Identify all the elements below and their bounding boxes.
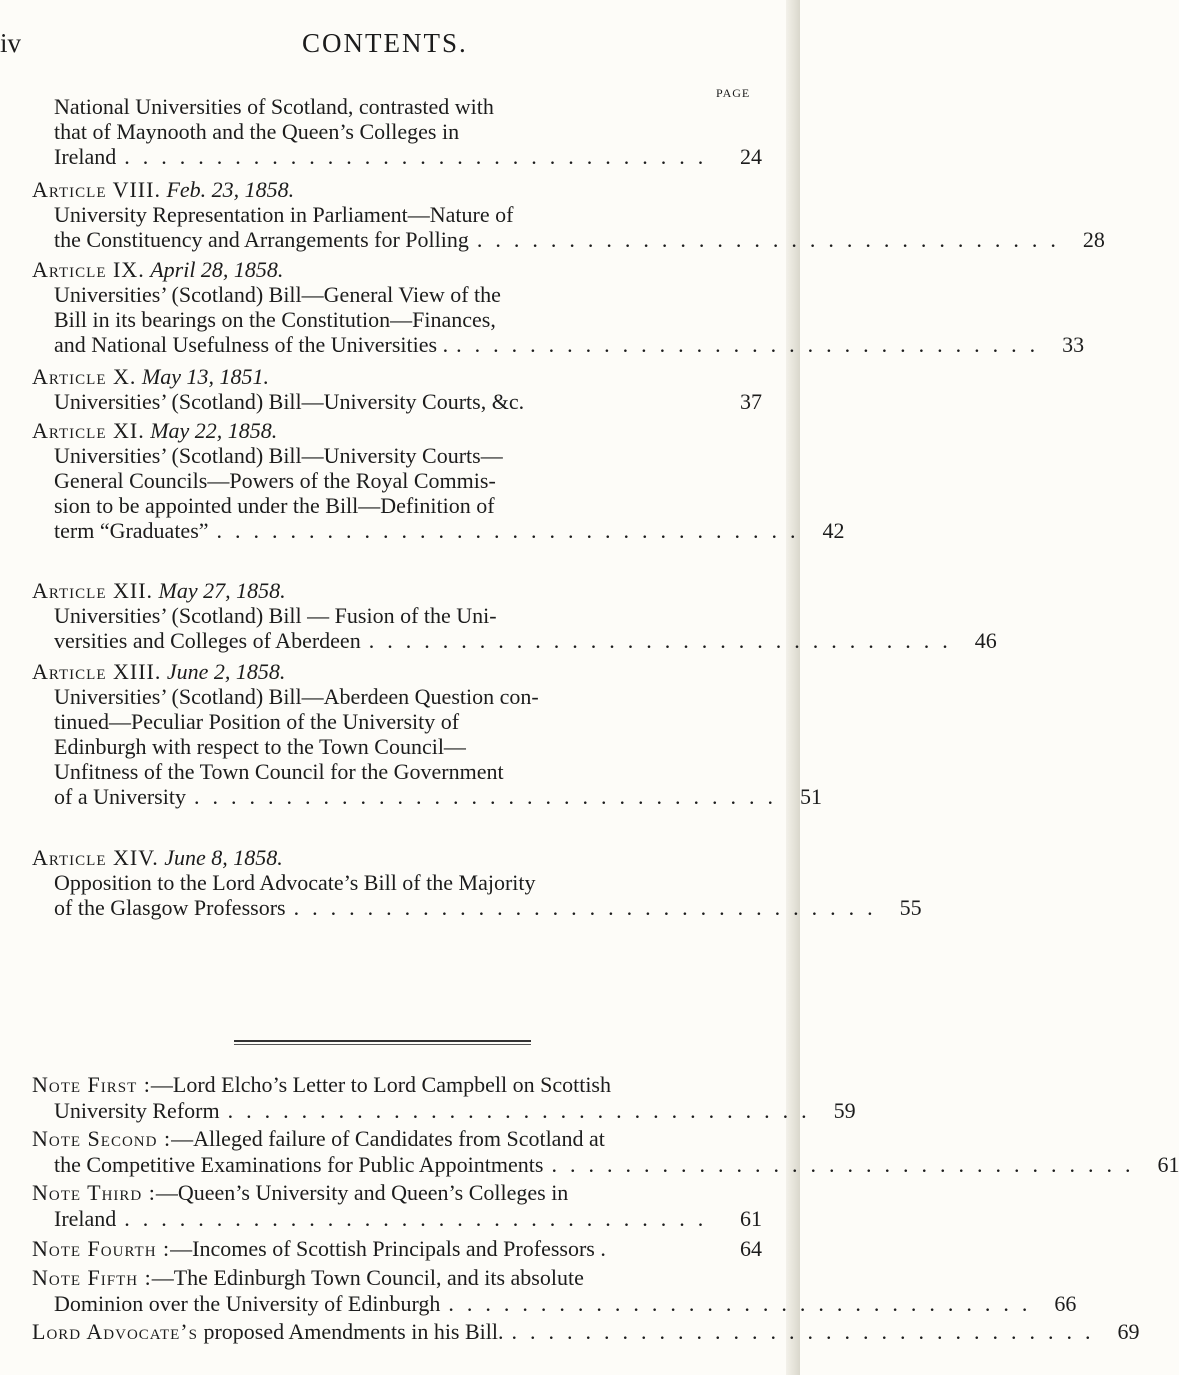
entry-page-number: 55 <box>899 895 922 920</box>
page-column-label: PAGE <box>716 86 751 100</box>
note-page-number: 69 <box>1117 1319 1140 1344</box>
article-date: April 28, 1858. <box>150 257 284 282</box>
entry-line: Ireland <box>54 144 117 169</box>
entry-line: sion to be appointed under the Bill—Definition of <box>54 493 495 518</box>
note-body <box>32 1152 1179 1178</box>
article-date: June 8, 1858. <box>164 845 283 870</box>
toc-note[interactable] <box>32 1180 762 1232</box>
note-label: Note Second : <box>32 1126 172 1151</box>
leader-dots: ................................ <box>476 227 1069 252</box>
section-divider <box>234 1040 531 1042</box>
entry-line: of the Glasgow Professors <box>54 895 286 920</box>
entry-heading <box>32 845 762 870</box>
entry-body <box>32 94 762 169</box>
entry-line: Universities’ (Scotland) Bill—University Courts— <box>54 443 503 468</box>
entry-page-number: 42 <box>822 518 845 543</box>
entry-page-number: 37 <box>740 389 762 414</box>
note-line: the Competitive Examinations for Public Appointments <box>54 1152 544 1177</box>
leader-dots: ................................ <box>227 1098 820 1123</box>
toc-entry[interactable] <box>32 177 1105 252</box>
article-label: Article VIII. <box>32 177 161 202</box>
entry-line: and National Usefulness of the Universities . <box>54 332 449 357</box>
note-label: Lord Advocate’s <box>32 1319 198 1344</box>
note-body <box>32 1098 856 1124</box>
entry-body <box>32 443 845 543</box>
toc-entry[interactable] <box>32 257 1085 357</box>
entry-heading <box>32 177 762 202</box>
toc-entry[interactable] <box>32 94 762 169</box>
note-line: —Lord Elcho’s Letter to Lord Campbell on Scottish <box>150 1072 611 1097</box>
note-page-number: 64 <box>740 1236 762 1261</box>
note-label: Note First : <box>32 1072 151 1097</box>
note-line: proposed Amendments in his Bill. <box>197 1319 504 1344</box>
toc-note[interactable] <box>32 1126 1179 1178</box>
leader-dots: ................................ <box>124 144 717 169</box>
leader-dots: ................................ <box>511 1319 1104 1344</box>
note-label: Note Fourth : <box>32 1236 171 1261</box>
entry-line: of a University <box>54 784 186 809</box>
running-header <box>0 28 800 68</box>
leader-dots: ................................ <box>193 784 786 809</box>
toc-entry[interactable] <box>32 578 997 653</box>
article-label: Article XIII. <box>32 659 162 684</box>
header-page-number: iv <box>0 28 22 58</box>
entry-line: Unfitness of the Town Council for the Government <box>54 759 504 784</box>
entry-body <box>32 282 1085 357</box>
entry-line: Bill in its bearings on the Constitution—Finances, <box>54 307 496 332</box>
entry-body <box>32 684 822 809</box>
leader-dots: ................................ <box>368 628 961 653</box>
entry-line: Edinburgh with respect to the Town Council— <box>54 734 466 759</box>
entry-line: that of Maynooth and the Queen’s Colleges in <box>54 119 460 144</box>
article-date: May 27, 1858. <box>158 578 286 603</box>
section-divider-thin <box>234 1044 531 1045</box>
leader-dots: ................................ <box>551 1152 1144 1177</box>
entry-body <box>32 870 922 920</box>
entry-line: Universities’ (Scotland) Bill—General View of the <box>54 282 501 307</box>
toc-note[interactable] <box>32 1236 762 1262</box>
entry-line: term “Graduates” <box>54 518 209 543</box>
leader-dots: ................................ <box>448 1291 1041 1316</box>
header-title: CONTENTS. <box>302 28 468 58</box>
article-label: Article IX. <box>32 257 145 282</box>
entry-line: tinued—Peculiar Position of the University of <box>54 709 460 734</box>
entry-heading <box>32 257 762 282</box>
article-label: Article XIV. <box>32 845 159 870</box>
entry-line: National Universities of Scotland, contrasted with <box>54 94 494 119</box>
note-page-number: 61 <box>1157 1152 1179 1177</box>
entry-line: Opposition to the Lord Advocate’s Bill of the Majority <box>54 870 536 895</box>
note-line: Ireland <box>54 1206 117 1231</box>
entry-heading <box>32 418 762 443</box>
note-line: —The Edinburgh Town Council, and its absolute <box>151 1265 584 1290</box>
entry-page-number: 33 <box>1062 332 1085 357</box>
entry-page-number: 46 <box>974 628 997 653</box>
note-label: Note Fifth : <box>32 1265 152 1290</box>
entry-line: University Representation in Parliament—Nature of <box>54 202 514 227</box>
article-date: May 13, 1851. <box>141 364 269 389</box>
entry-line: Universities’ (Scotland) Bill—University Courts, &c. <box>54 389 525 414</box>
entry-line: General Councils—Powers of the Royal Commis- <box>54 468 496 493</box>
entry-page-number: 28 <box>1082 227 1105 252</box>
leader-dots: ................................ <box>124 1206 717 1231</box>
entry-line: Universities’ (Scotland) Bill — Fusion of the Uni- <box>54 603 497 628</box>
toc-entry[interactable] <box>32 418 845 543</box>
note-line: —Incomes of Scottish Principals and Professors . <box>170 1236 606 1261</box>
note-line: —Alleged failure of Candidates from Scotland at <box>171 1126 605 1151</box>
leader-dots: ................................ <box>293 895 886 920</box>
entry-body <box>32 603 997 653</box>
note-line: —Queen’s University and Queen’s Colleges in <box>155 1180 569 1205</box>
entry-body <box>32 202 1105 252</box>
note-page-number: 61 <box>740 1206 762 1231</box>
toc-note[interactable] <box>32 1072 856 1124</box>
entry-page-number: 24 <box>740 144 762 169</box>
entry-heading <box>32 659 762 684</box>
article-label: Article XI. <box>32 418 145 443</box>
note-body <box>32 1206 762 1232</box>
note-line: University Reform <box>54 1098 220 1123</box>
article-label: Article X. <box>32 364 137 389</box>
entry-heading <box>32 578 762 603</box>
leader-dots: ................................ <box>456 332 1049 357</box>
toc-entry[interactable] <box>32 845 922 920</box>
entry-page-number: 51 <box>799 784 822 809</box>
note-page-number: 59 <box>833 1098 856 1123</box>
article-date: May 22, 1858. <box>150 418 278 443</box>
article-label: Article XII. <box>32 578 154 603</box>
note-page-number: 66 <box>1054 1291 1077 1316</box>
toc-entry[interactable] <box>32 659 822 809</box>
entry-line: versities and Colleges of Aberdeen <box>54 628 361 653</box>
note-label: Note Third : <box>32 1180 156 1205</box>
entry-line: the Constituency and Arrangements for Polling <box>54 227 469 252</box>
article-date: June 2, 1858. <box>166 659 286 684</box>
toc-note[interactable] <box>32 1265 1077 1317</box>
entry-body <box>32 389 762 414</box>
note-body <box>32 1291 1077 1317</box>
entry-line: Universities’ (Scotland) Bill—Aberdeen Question con- <box>54 684 539 709</box>
article-date: Feb. 23, 1858. <box>166 177 295 202</box>
leader-dots: ................................ <box>216 518 809 543</box>
note-line: Dominion over the University of Edinburgh <box>54 1291 441 1316</box>
entry-heading <box>32 364 762 389</box>
toc-note[interactable] <box>32 1319 1140 1345</box>
toc-entry[interactable] <box>32 364 762 414</box>
